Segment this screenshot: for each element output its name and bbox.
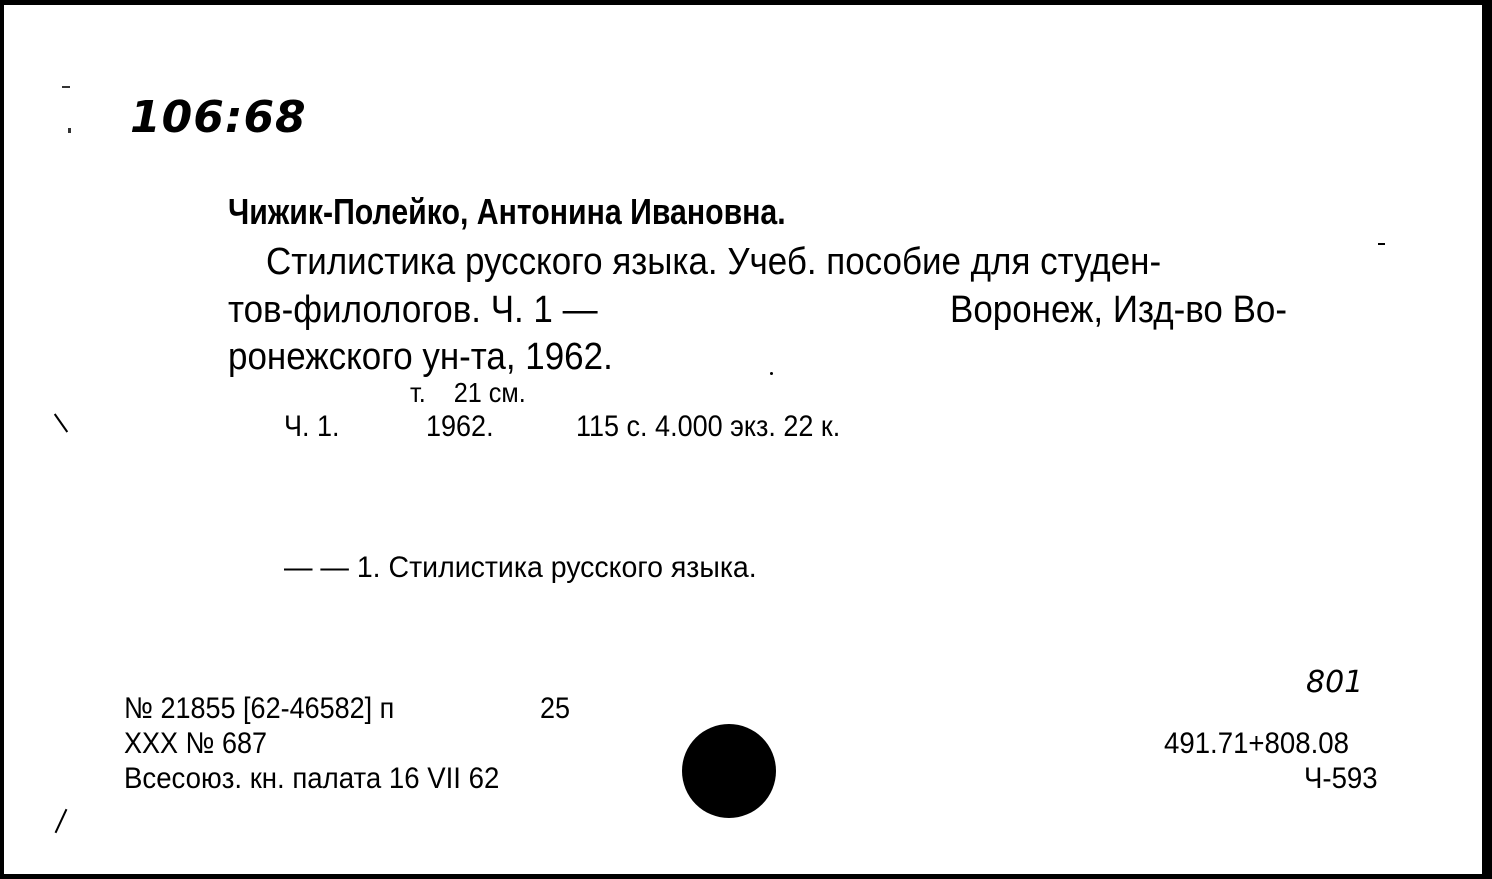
catalog-number-line: № 21855 [62-46582] п (124, 692, 395, 725)
series-line: XXX № 687 (124, 727, 268, 760)
part-label: Ч. 1. (284, 410, 340, 443)
margin-mark-right (1378, 243, 1385, 245)
margin-mark-dot (68, 128, 71, 133)
title-line-1: Стилистика русского языка. Учеб. пособие для студен- (266, 241, 1162, 283)
title-line-3: ронежского ун-та, 1962. (228, 336, 613, 378)
part-year: 1962. (426, 410, 494, 443)
handwritten-call-number: 106:68 (130, 92, 307, 143)
subject-entry: — — 1. Стилистика русского языка. (284, 551, 757, 584)
catalog-number-suffix: 25 (540, 692, 571, 725)
author-mark: Ч-593 (1304, 762, 1378, 795)
margin-mark-speck (770, 372, 773, 375)
publisher-line: Всесоюз. кн. палата 16 VII 62 (124, 762, 500, 795)
punch-hole (682, 724, 776, 818)
part-details: 115 с. 4.000 экз. 22 к. (576, 410, 841, 443)
title-line-2-publisher: Воронеж, Изд-во Во- (950, 289, 1287, 331)
classification-code: 491.71+808.08 (1164, 727, 1349, 760)
handwritten-note: 801 (1306, 665, 1364, 700)
margin-mark-top (62, 86, 70, 88)
author-heading: Чижик-Полейко, Антонина Ивановна. (228, 191, 786, 232)
size-line: т. 21 см. (410, 377, 526, 408)
title-line-2: тов-филологов. Ч. 1 — (228, 289, 598, 331)
